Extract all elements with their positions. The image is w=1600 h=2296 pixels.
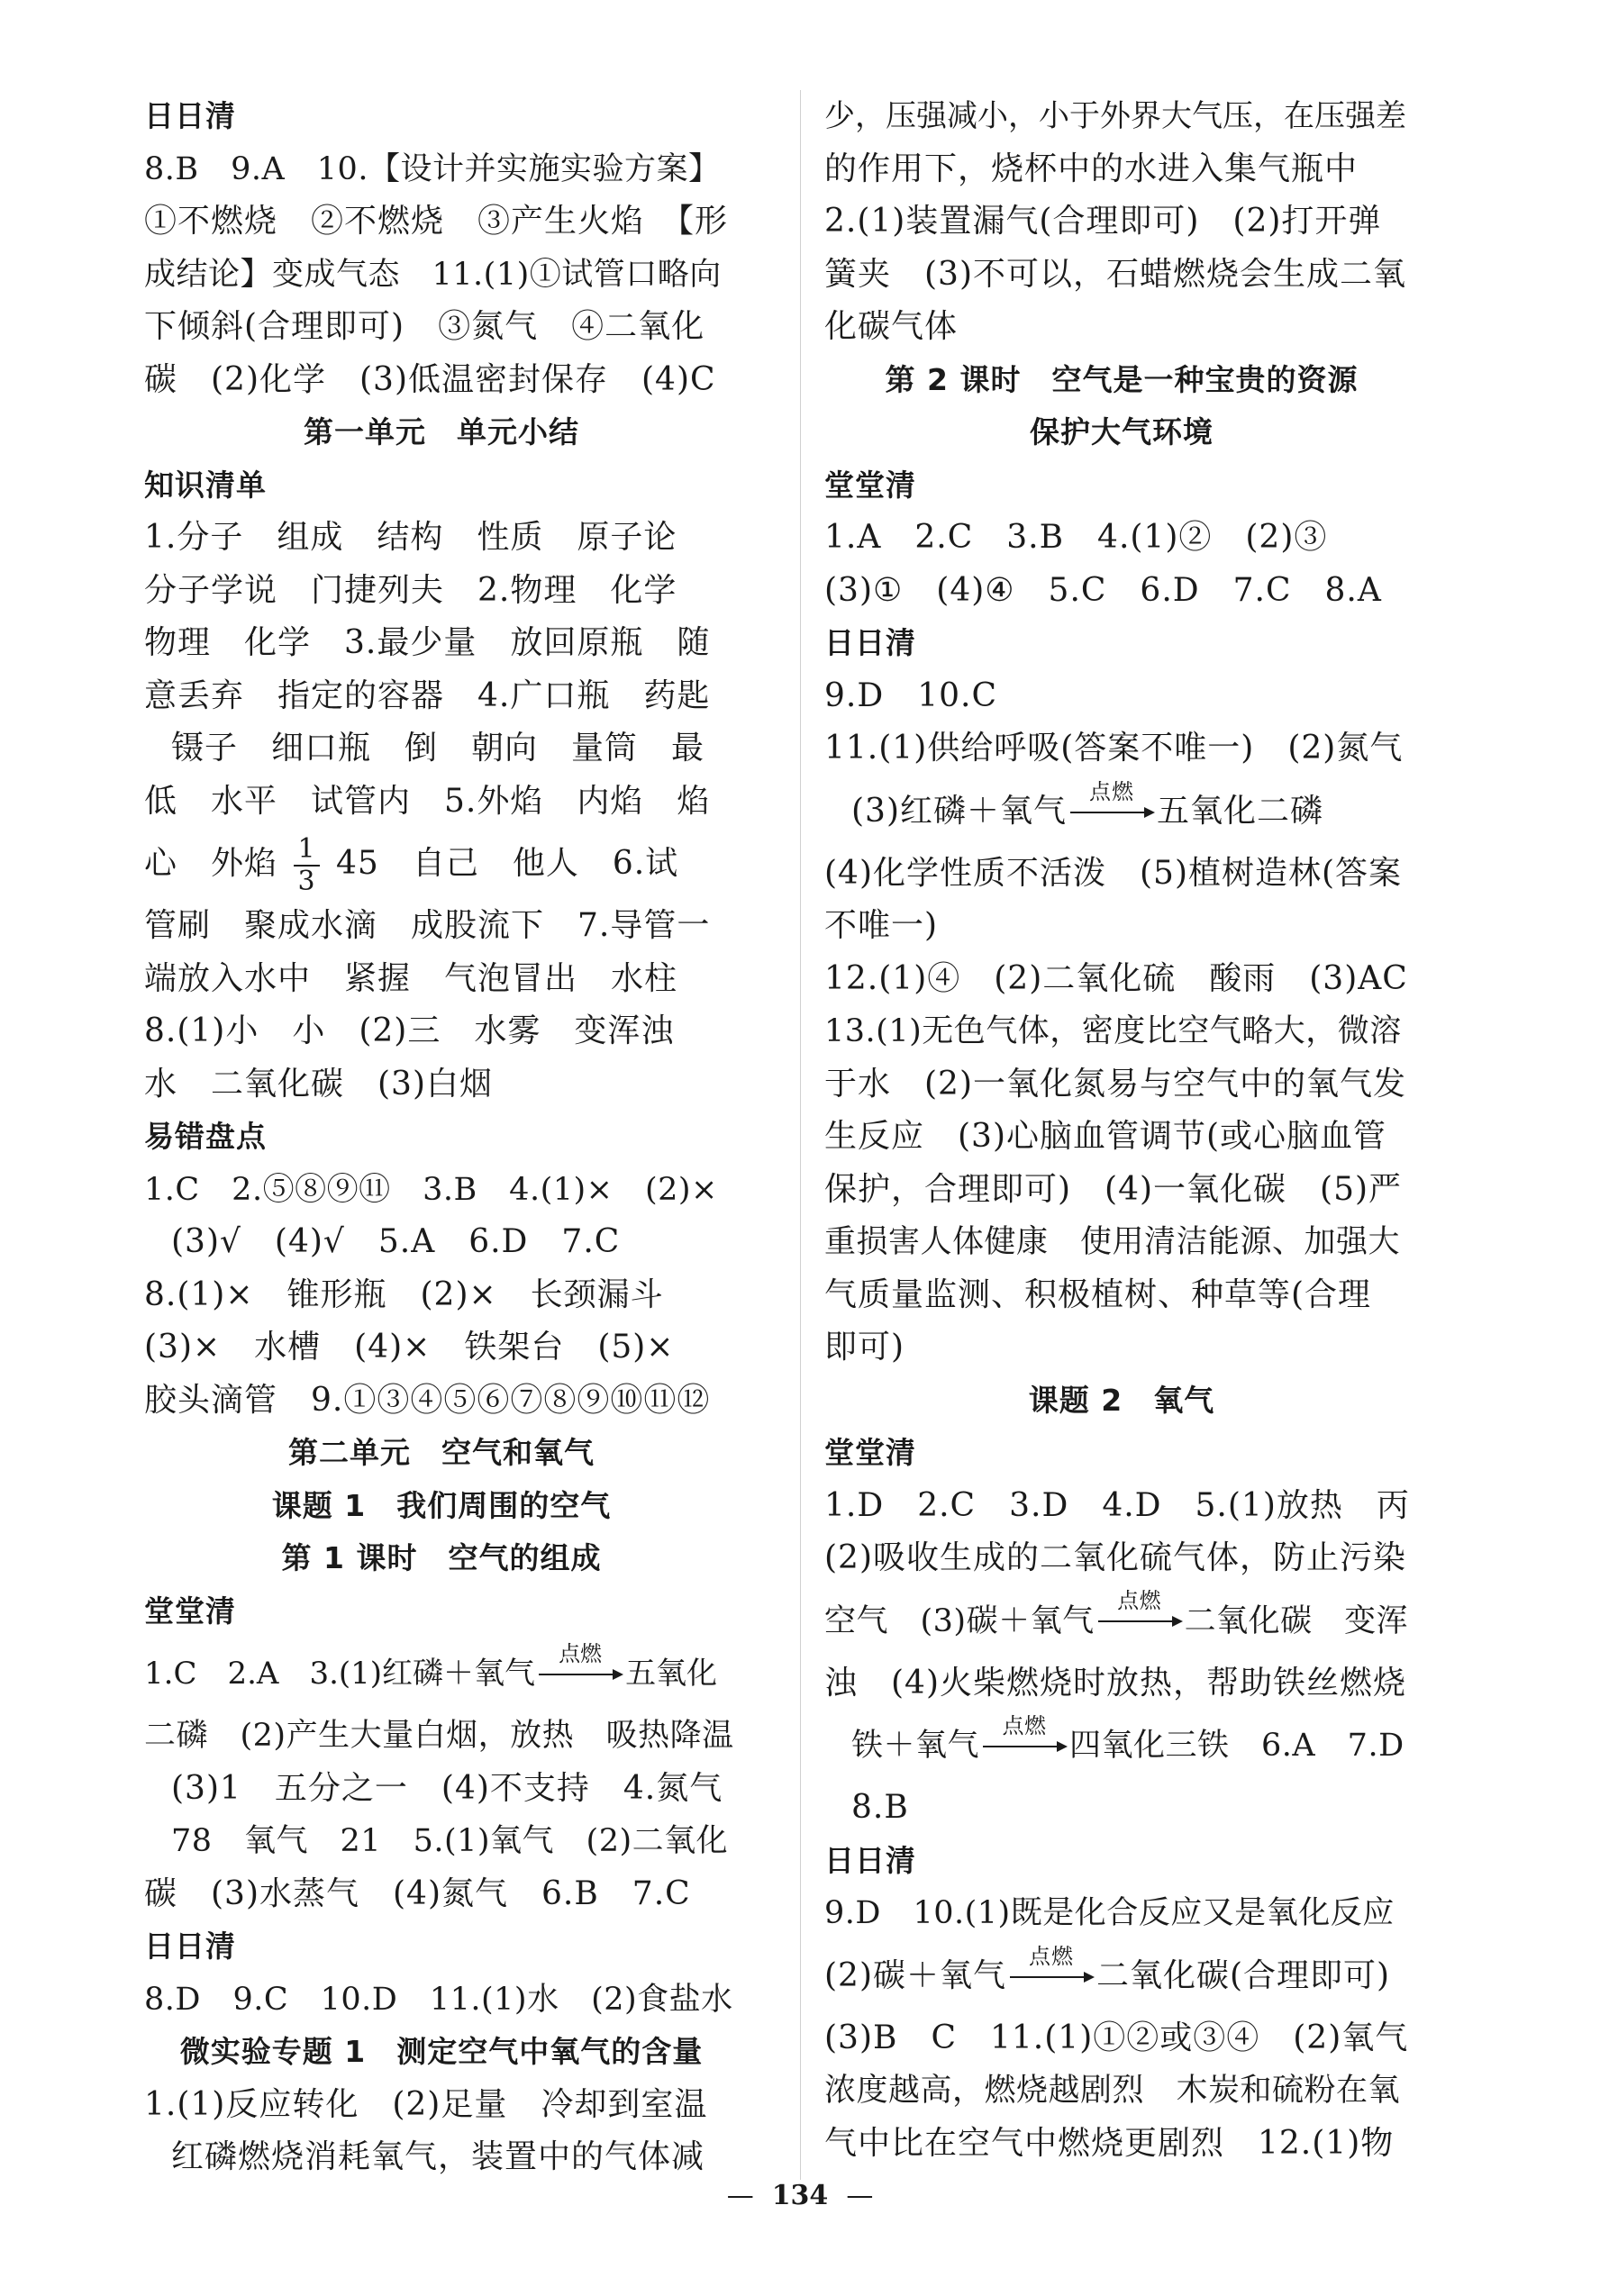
answer-line: (3)B C 11.(1)①②或③④ (2)氧气 [824,2019,1409,2056]
answer-line: 簧夹 (3)不可以，石蜡燃烧会生成二氧 [824,255,1406,293]
answer-text: 1.C 2.A 3.(1)红磷＋氧气 [144,1656,536,1692]
answer-text: 二氧化碳 变浑 [1184,1602,1409,1639]
column-divider [800,90,801,2180]
equation-line [824,1940,1419,2012]
answer-line: 下倾斜(合理即可) ③氮气 ④二氧化 [144,308,705,345]
equation-line [144,1638,739,1710]
answer-line: (3)1 五分之一 (4)不支持 4.氮气 [171,1769,723,1807]
unit-title: 第一单元 单元小结 [304,414,579,449]
answer-line: 浓度越高，燃烧越剧烈 木炭和硫粉在氧 [824,2073,1401,2109]
answer-line: 物理 化学 3.最少量 放回原瓶 随 [144,624,711,661]
reaction-arrow [539,1641,622,1693]
reaction-condition: 点燃 [559,1641,603,1666]
period-title: 第 1 课时 空气的组成 [281,1540,602,1575]
arrow-icon [1098,1620,1181,1622]
answer-line: 2.(1)装置漏气(合理即可) (2)打开弹 [824,203,1382,240]
section-heading: 日日清 [144,98,236,133]
equation-line [824,1710,1419,1782]
section-heading: 日日清 [144,1928,236,1964]
fraction-one-third [294,834,319,897]
answer-line: 低 水平 试管内 5.外焰 内焰 焰 [144,782,711,820]
answer-line: 12.(1)④ (2)二氧化硫 酸雨 (3)AC [824,959,1408,997]
answer-line: 分子学说 门捷列夫 2.物理 化学 [144,571,677,609]
page-number-dash: — [726,2180,754,2211]
answer-line: 8.B 9.A 10.【设计并实施实验方案】 [144,150,721,187]
answer-line: 保护，合理即可) (4)一氧化碳 (5)严 [824,1170,1403,1208]
left-column [144,90,739,2184]
answer-line: 8.D 9.C 10.D 11.(1)水 (2)食盐水 [144,1981,733,2018]
answer-line: 端放入水中 紧握 气泡冒出 水柱 [144,959,678,997]
answer-line: 成结论】变成气态 11.(1)①试管口略向 [144,256,722,293]
answer-line: 1.分子 组成 结构 性质 原子论 [144,519,677,556]
answer-line: 1.A 2.C 3.B 4.(1)② (2)③ [824,519,1328,556]
answer-line: 1.D 2.C 3.D 4.D 5.(1)放热 丙 [824,1486,1410,1524]
answer-line: 11.(1)供给呼吸(答案不唯一) (2)氮气 [824,730,1404,767]
answer-line: 重损害人体健康 使用清洁能源、加强大 [824,1224,1401,1260]
answer-text: 二氧化碳(合理即可) [1096,1956,1391,1994]
reaction-arrow [983,1712,1066,1765]
right-column [824,90,1419,2170]
arrow-icon [983,1746,1066,1747]
period-subtitle: 保护大气环境 [1030,414,1214,449]
section-heading: 知识清单 [144,467,267,503]
answer-line: 红磷燃烧消耗氧气，装置中的气体减 [171,2138,705,2175]
reaction-condition: 点燃 [1002,1712,1047,1738]
reaction-arrow [1098,1588,1181,1640]
fraction-numerator: 1 [294,834,319,867]
answer-line: 碳 (3)水蒸气 (4)氮气 6.B 7.C [144,1874,691,1912]
answer-line-with-fraction [144,828,739,900]
page-number-value: 134 [771,2180,829,2211]
answer-line: (4)化学性质不活泼 (5)植树造林(答案 [824,854,1403,892]
section-heading: 日日清 [824,1842,916,1878]
answer-line: 化碳气体 [824,308,959,345]
section-heading: 堂堂清 [144,1593,236,1629]
answer-line: 的作用下，烧杯中的水进入集气瓶中 [824,150,1359,187]
section-heading: 日日清 [824,625,916,660]
answer-line: ①不燃烧 ②不燃烧 ③产生火焰 【形 [144,203,729,240]
answer-line: 少，压强减小，小于外界大气压，在压强差 [824,98,1406,134]
answer-line: 9.D 10.(1)既是化合反应又是氧化反应 [824,1895,1395,1931]
answer-line: 水 二氧化碳 (3)白烟 [144,1065,493,1103]
answer-text: (3)红磷＋氧气 [851,792,1067,830]
lesson-title: 课题 1 我们周围的空气 [271,1487,612,1523]
topic-title: 微实验专题 1 测定空气中氧气的含量 [179,2034,704,2069]
answer-line: 管刷 聚成水滴 成股流下 7.导管一 [144,907,711,944]
answer-text: 五氧化 [625,1656,718,1692]
answer-line: 8.(1)× 锥形瓶 (2)× 长颈漏斗 [144,1275,664,1313]
reaction-condition: 点燃 [1117,1588,1162,1613]
answer-line: 8.B [851,1789,909,1826]
answer-line: 二磷 (2)产生大量白烟，放热 吸热降温 [144,1718,734,1754]
answer-line: 气中比在空气中燃烧更剧烈 12.(1)物 [824,2124,1395,2162]
answer-line: 即可) [824,1329,905,1366]
answer-line: 于水 (2)一氧化氮易与空气中的氧气发 [824,1065,1406,1103]
unit-title: 第二单元 空气和氧气 [288,1435,595,1470]
reaction-arrow [1010,1943,1093,1996]
answer-line: 意丢弃 指定的容器 4.广口瓶 药匙 [144,676,711,714]
answer-text: 五氧化二磷 [1157,792,1324,830]
answer-line: (2)吸收生成的二氧化硫气体，防止污染 [824,1539,1406,1576]
equation-line [824,1585,1419,1657]
lesson-title: 课题 2 氧气 [1028,1382,1215,1418]
answer-text: 心 外焰 [144,845,278,882]
answer-line: 1.C 2.⑤⑧⑨⑪ 3.B 4.(1)× (2)× [144,1171,718,1208]
page-number [0,2180,1600,2211]
equation-line [824,776,1419,848]
answer-line: 1.(1)反应转化 (2)足量 冷却到室温 [144,2085,708,2123]
answer-line: 78 氧气 21 5.(1)氧气 (2)二氧化 [171,1823,729,1859]
answer-line: 不唯一) [824,907,939,944]
answer-line: (3)× 水槽 (4)× 铁架台 (5)× [144,1329,675,1366]
answer-line: 胶头滴管 9.①③④⑤⑥⑦⑧⑨⑩⑪⑫ [144,1381,711,1419]
section-heading: 堂堂清 [824,1435,916,1470]
answer-line: 碳 (2)化学 (3)低温密封保存 (4)C [144,360,716,398]
arrow-icon [1070,812,1153,813]
answer-text: 铁＋氧气 [851,1728,980,1764]
reaction-condition: 点燃 [1029,1943,1074,1969]
answer-line: 8.(1)小 小 (2)三 水雾 变浑浊 [144,1012,675,1049]
answer-text: (2)碳＋氧气 [824,1956,1006,1994]
answer-line: (3)√ (4)√ 5.A 6.D 7.C [171,1223,621,1260]
section-heading: 易错盘点 [144,1119,267,1154]
section-heading: 堂堂清 [824,467,916,503]
answer-text: 四氧化三铁 6.A 7.D [1069,1728,1405,1764]
answer-line: 镊子 细口瓶 倒 朝向 量筒 最 [171,730,705,767]
answer-line: 生反应 (3)心脑血管调节(或心脑血管 [824,1118,1387,1155]
arrow-icon [539,1674,622,1675]
fraction-denominator: 3 [297,866,316,897]
period-title: 第 2 课时 空气是一种宝贵的资源 [885,361,1359,397]
answer-line: 浊 (4)火柴燃烧时放热，帮助铁丝燃烧 [824,1664,1406,1702]
reaction-arrow [1070,778,1153,831]
arrow-icon [1010,1976,1093,1978]
answer-line: 9.D 10.C [824,676,998,714]
answer-line: 气质量监测、积极植树、种草等(合理 [824,1275,1372,1313]
answer-text: 空气 (3)碳＋氧气 [824,1602,1095,1639]
reaction-condition: 点燃 [1089,778,1134,804]
answer-line: 13.(1)无色气体，密度比空气略大，微溶 [824,1013,1402,1049]
answer-line: (3)① (4)④ 5.C 6.D 7.C 8.A [824,571,1382,609]
page-number-dash: — [846,2180,874,2211]
answer-text: 45 自己 他人 6.试 [336,845,679,882]
